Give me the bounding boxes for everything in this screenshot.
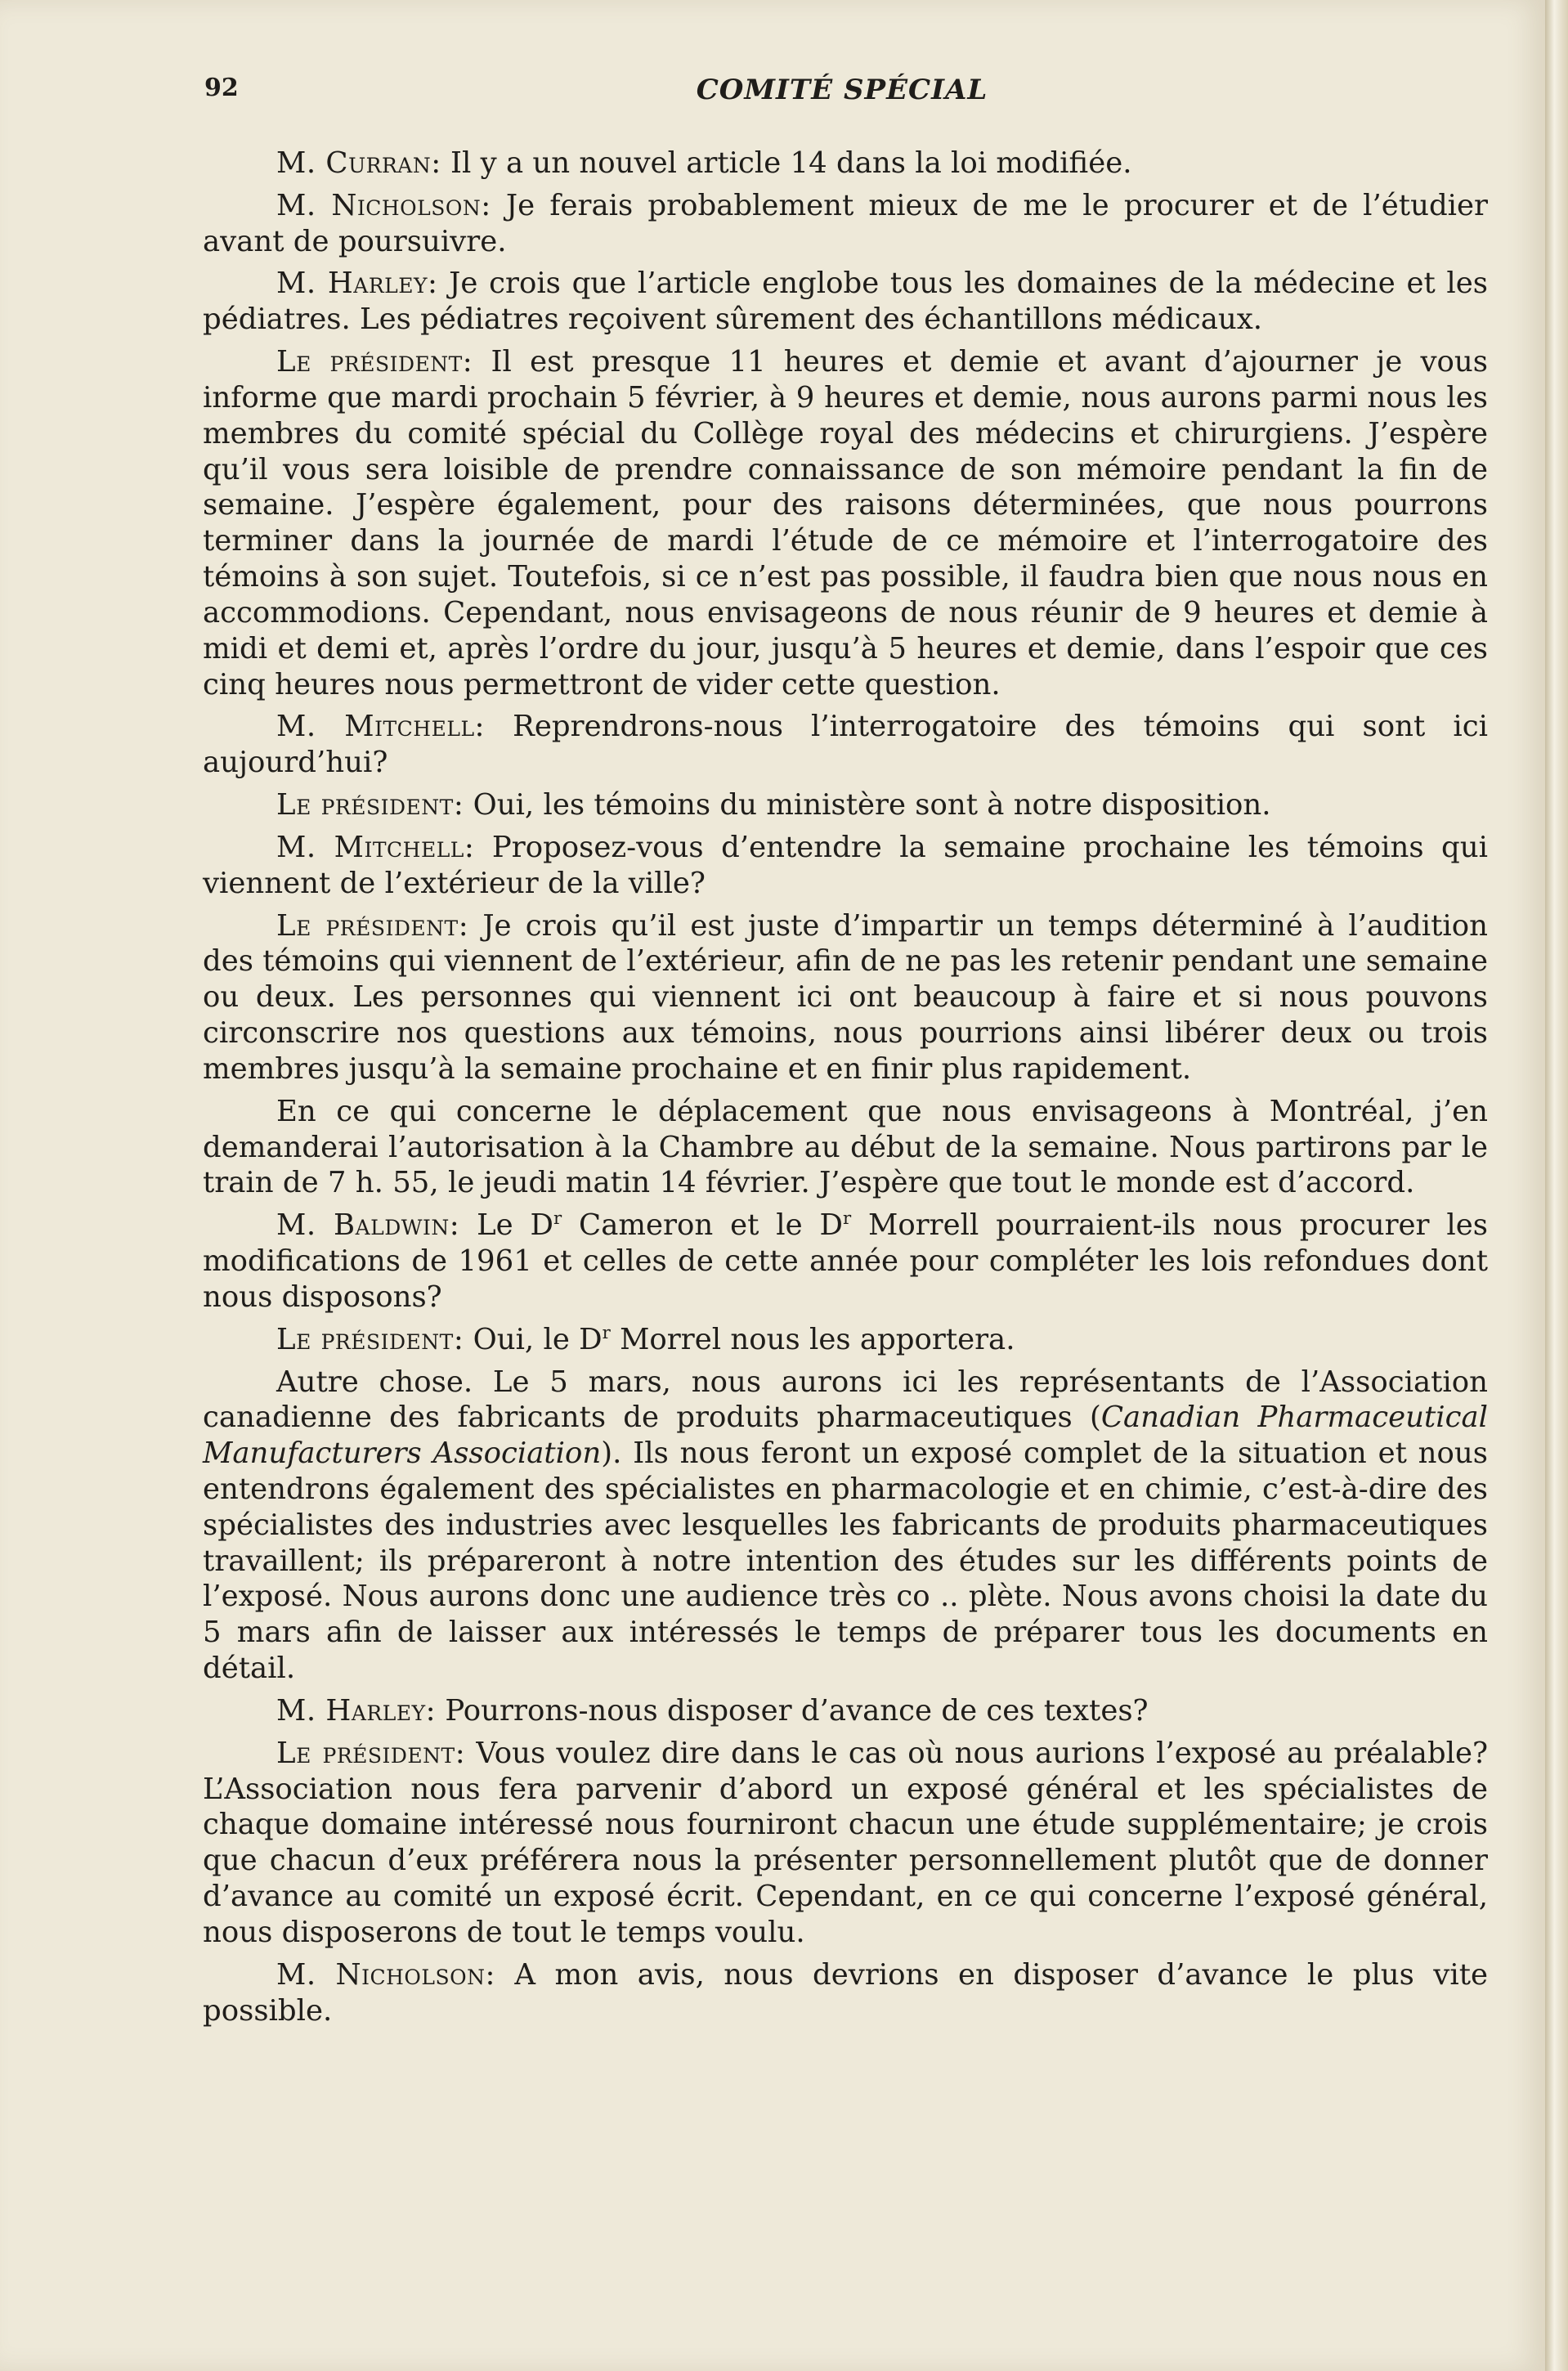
paragraph: M. Mitchell: Reprendrons-nous l’interrogatoire des témoins qui sont ici aujourd’hui? <box>203 710 1488 780</box>
page-number: 92 <box>204 74 239 102</box>
speaker: M. Harley: <box>276 1693 437 1728</box>
paragraph: Le président: Je crois qu’il est juste d’impartir un temps déterminé à l’audition des témoins qui viennent de l’extérieur, afin de ne pas les retenir pendant une semaine ou deux. Les personnes qui viennent ici ont beaucoup à faire et si nous pouvons circonscrire nos questions aux témoins, nous pourrions ainsi libérer deux ou trois membres jusqu’à la semaine prochaine et en finir plus rapidement. <box>203 908 1488 1086</box>
paragraph: M. Harley: Je crois que l’article englobe tous les domaines de la médecine et les pédiatres. Les pédiatres reçoivent sûrement des échantillons médicaux. <box>203 267 1488 337</box>
speaker: Le président: <box>276 1736 466 1770</box>
speaker: M. Curran: <box>276 146 441 180</box>
paragraph: M. Harley: Pourrons-nous disposer d’avance de ces textes? <box>276 1693 1149 1728</box>
paragraph: M. Baldwin: Le $D^r$ Cameron et le $D^r$ Morrell pourraient-ils nous procurer les modifications de 1961 et celles de cette année pour compléter les lois refondues dont nous disposons? <box>203 1208 1488 1314</box>
speaker: M. Mitchell: <box>276 710 486 744</box>
speaker: Le président: <box>276 908 469 943</box>
speaker: Le président: <box>276 788 464 822</box>
speaker: M. Baldwin: <box>276 1208 460 1243</box>
paragraph: Le président: Oui, le $D^r$ Morrel nous les apportera. <box>276 1322 1015 1356</box>
paragraph: M. Nicholson: Je ferais probablement mieux de me le procurer et de l’étudier avant de poursuivre. <box>203 188 1488 258</box>
speaker: M. Nicholson: <box>276 1957 495 1992</box>
paragraph: M. Nicholson: A mon avis, nous devrions en disposer d’avance le plus vite possible. <box>203 1957 1488 2028</box>
paragraph: M. Mitchell: Proposez-vous d’entendre la semaine prochaine les témoins qui viennent de l’extérieur de la ville? <box>203 830 1488 900</box>
paragraph: Le président: Oui, les témoins du ministère sont à notre disposition. <box>276 788 1271 822</box>
paragraph: M. Curran: Il y a un nouvel article 14 dans la loi modifiée. <box>276 146 1132 180</box>
book-spine <box>1545 0 1568 2371</box>
paragraph: En ce qui concerne le déplacement que nous envisageons à Montréal, j’en demanderai l’autorisation à la Chambre au début de la semaine. Nous partirons par le train de 7 h. 55, le jeudi matin 14 février. J’espère que tout le monde est d’accord. <box>203 1094 1488 1200</box>
speaker: M. Harley: <box>276 267 438 301</box>
paragraph: Autre chose. Le 5 mars, nous aurons ici les représentants de l’Association canadienne des fabricants de produits pharmaceutiques (Canadian Pharmaceutical Manufacturers Association). Ils nous feront un exposé complet de la situation et nous entendrons également des spécialistes en pharmacologie et en chimie, c’est-à-dire des spécialistes des industries avec lesquelles les fabricants de produits pharmaceutiques travaillent; ils prépareront à notre intention des études sur les différents points de l’exposé. Nous aurons donc une audience très co .. plète. Nous avons choisi la date du 5 mars afin de laisser aux intéressés le temps de préparer tous les documents en détail. <box>203 1365 1488 1686</box>
speaker: M. Mitchell: <box>276 830 475 864</box>
speaker: M. Nicholson: <box>276 188 491 222</box>
body-text <box>203 146 1488 2035</box>
running-title: COMITÉ SPÉCIAL <box>696 74 988 106</box>
paragraph: Le président: Il est presque 11 heures et demie et avant d’ajourner je vous informe que mardi prochain 5 février, à 9 heures et demie, nous aurons parmi nous les membres du comité spécial du Collège royal des médecins et chirurgiens. J’espère qu’il vous sera loisible de prendre connaissance de son mémoire pendant la fin de semaine. J’espère également, pour des raisons déterminées, que nous pourrons terminer dans la journée de mardi l’étude de ce mémoire et l’interrogatoire des témoins à son sujet. Toutefois, si ce n’est pas possible, il faudra bien que nous nous en accommodions. Cependant, nous envisageons de nous réunir de 9 heures et demie à midi et demi et, après l’ordre du jour, jusqu’à 5 heures et demie, dans l’espoir que ces cinq heures nous permettront de vider cette question. <box>203 345 1488 701</box>
page-header <box>204 74 1480 114</box>
speaker: Le président: <box>276 345 473 379</box>
speaker: Le président: <box>276 1322 464 1356</box>
paragraph: Le président: Vous voulez dire dans le cas où nous aurions l’exposé au préalable? L’Association nous fera parvenir d’abord un exposé général et les spécialistes de chaque domaine intéressé nous fourniront chacun une étude supplémentaire; je crois que chacun d’eux préférera nous la présenter personnellement plutôt que de donner d’avance au comité un exposé écrit. Cependant, en ce qui concerne l’exposé général, nous disposerons de tout le temps voulu. <box>203 1736 1488 1949</box>
